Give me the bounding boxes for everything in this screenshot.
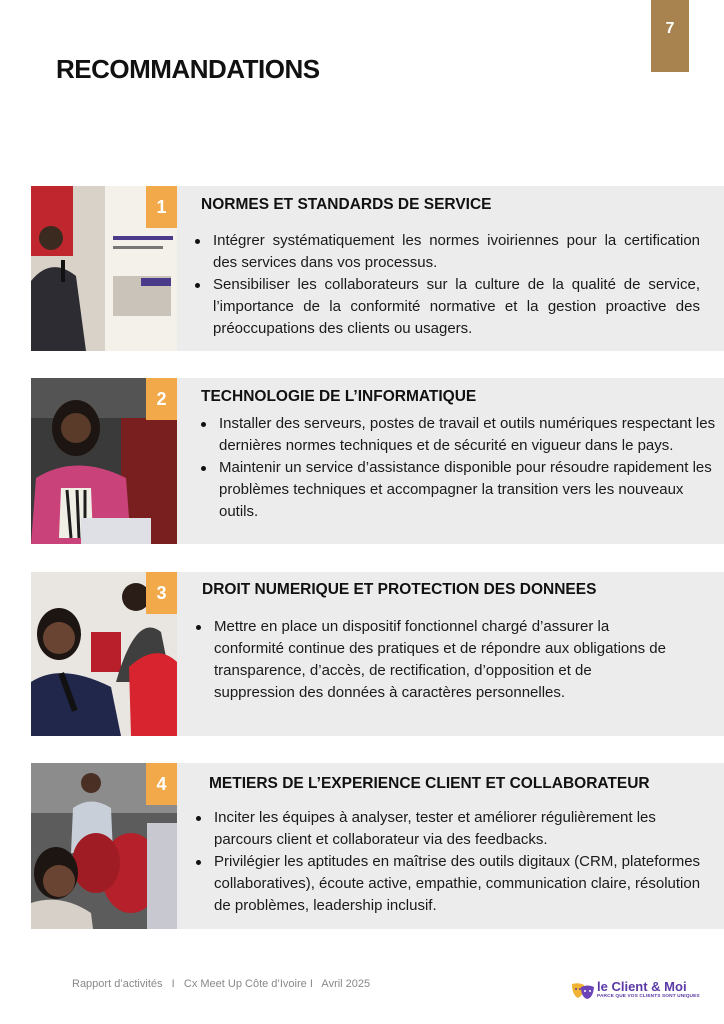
section-2-number: 2	[146, 378, 177, 420]
section-1-bullet-2: Sensibiliser les collaborateurs sur la culture de la qualité de service, l’importance de la conformité normative et la gestion proactive des préoccupations des clients ou usagers.	[193, 274, 700, 340]
section-2-bullet-1: Installer des serveurs, postes de travail et outils numériques respectant les dernières normes techniques et de sécurité en vigueur dans le pays.	[199, 413, 719, 457]
section-1-bullets	[193, 230, 700, 340]
footer-text: Rapport d’activités I Cx Meet Up Côte d’Ivoire I Avril 2025	[72, 978, 371, 990]
section-1-number: 1	[146, 186, 177, 228]
section-4-title: METIERS DE L’EXPERIENCE CLIENT ET COLLABORATEUR	[209, 775, 650, 792]
page-title: RECOMMANDATIONS	[56, 54, 320, 84]
section-3	[31, 572, 724, 736]
section-1	[31, 186, 724, 351]
section-1-bullet-1: Intégrer systématiquement les normes ivoiriennes pour la certification des services dans vos processus.	[193, 230, 700, 274]
page-number-badge	[651, 0, 689, 72]
section-2-bullet-2: Maintenir un service d’assistance disponible pour résoudre rapidement les problèmes techniques et accompagner la transition vers les nouveaux outils.	[199, 457, 719, 523]
section-3-title: DROIT NUMERIQUE ET PROTECTION DES DONNEES	[202, 581, 597, 598]
brand-tagline: PARCE QUE VOS CLIENTS SONT UNIQUES	[597, 994, 700, 999]
section-4-bullets	[194, 807, 714, 917]
brand-logo	[571, 979, 700, 1002]
brand-name: le Client & Moi	[597, 979, 687, 994]
section-3-bullets	[194, 616, 674, 704]
section-3-bullet-1: Mettre en place un dispositif fonctionnel chargé d’assurer la conformité continue des pratiques et de répondre aux obligations de transparence, d’accès, de rectification, d’opposition et de suppression des données à caractères personnelles.	[194, 616, 674, 704]
section-4	[31, 763, 724, 929]
section-2	[31, 378, 724, 544]
page-number: 7	[665, 20, 675, 37]
section-2-bullets	[199, 413, 719, 523]
section-4-number: 4	[146, 763, 177, 805]
theatre-masks-icon	[571, 982, 595, 1000]
section-2-title: TECHNOLOGIE DE L’INFORMATIQUE	[201, 388, 477, 405]
section-4-bullet-1: Inciter les équipes à analyser, tester et améliorer régulièrement les parcours client et collaborateur via des feedbacks.	[194, 807, 714, 851]
section-4-bullet-2: Privilégier les aptitudes en maîtrise des outils digitaux (CRM, plateformes collaboratives), écoute active, empathie, communication claire, résolution de problèmes, leadership inclusif.	[194, 851, 714, 917]
section-3-number: 3	[146, 572, 177, 614]
section-1-title: NORMES ET STANDARDS DE SERVICE	[201, 196, 492, 213]
